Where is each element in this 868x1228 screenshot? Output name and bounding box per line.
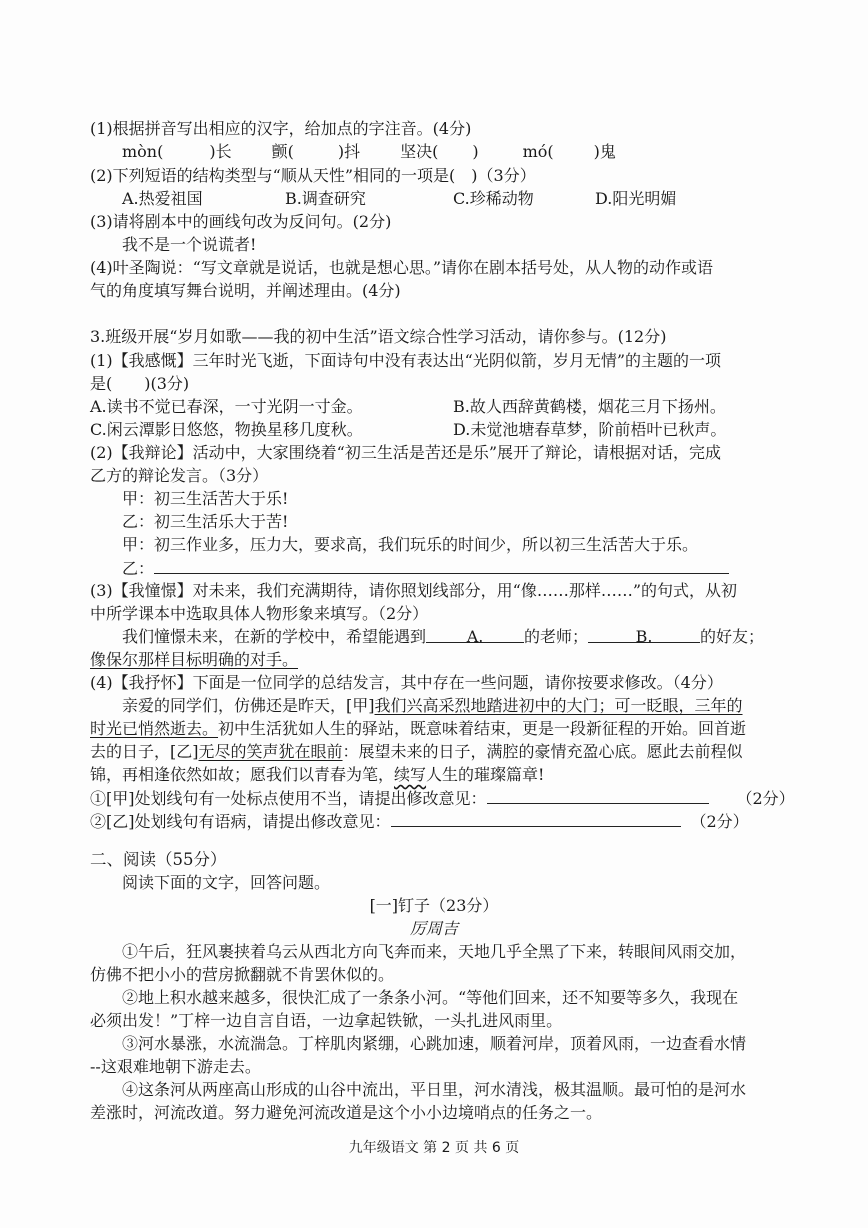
dialogue-yi-2 xyxy=(122,557,729,580)
q3-item-3-line-2: 中所学课本中选取具体人物形象来填写。（2分） xyxy=(90,604,429,623)
dialogue-jia-1: 甲：初三生活苦大于乐! xyxy=(122,489,289,508)
q3-item-4-revision-2 xyxy=(90,810,749,833)
q3-item-3-line-1: (3)【我憧憬】对未来，我们充满期待，请你照划线部分，用“像……那样……”的句式，从初 xyxy=(90,581,738,600)
longing-prefix: 我们憧憬未来，在新的学校中，希望能遇到 xyxy=(122,627,427,646)
q2-item-1-words xyxy=(122,141,616,163)
q2-item-1: (1)根据拼音写出相应的汉字，给加点的字注音。(4分) xyxy=(90,119,472,138)
word-jianjue-close: ) xyxy=(472,142,479,161)
pinyin-mo: mó( xyxy=(522,142,554,161)
q2-item-2-option-b: B.调查研究 xyxy=(285,189,366,208)
q3-title: 3.班级开展“岁月如歌——我的初中生活”语文综合性学习活动，请你参与。(12分) xyxy=(90,327,667,346)
passage-title: [一]钉子（23分） xyxy=(369,896,499,915)
essay-line-4-post: 人生的璀璨篇章! xyxy=(426,765,545,784)
answer-blank-yi[interactable] xyxy=(154,557,729,574)
reading-section-heading: 二、阅读（55分） xyxy=(90,850,227,869)
essay-line-4-pre: 锦，再相逢依然如故；愿我们以青春为笔， xyxy=(90,765,395,784)
dialogue-jia-2: 甲：初三作业多，压力大，要求高，我们玩乐的时间少，所以初三生活苦大于乐。 xyxy=(122,535,699,554)
revision-2-prompt: ②[乙]处划线句有语病，请提出修改意见： xyxy=(90,812,391,831)
q3-item-1-line-1: (1)【我感慨】三年时光飞逝，下面诗句中没有表达出“光阴似箭，岁月无情”的主题的一项 xyxy=(90,351,722,370)
essay-underline-yi: 无尽的笑声犹在眼前 xyxy=(198,742,343,761)
essay-line-3-post: ：展望未来的日子，满腔的豪情充盈心底。愿此去前程似 xyxy=(342,742,743,761)
q3-item-1-option-b: B.故人西辞黄鹤楼，烟花三月下扬州。 xyxy=(453,397,726,416)
q2-item-3: (3)请将剧本中的画线句改为反问句。(2分) xyxy=(90,212,392,231)
essay-line-3-pre: 去的日子，[乙] xyxy=(90,742,199,761)
q2-item-4-line-1: (4)叶圣陶说：“写文章就是说话，也就是想心思。”请你在剧本括号处，从人物的动作或语 xyxy=(90,258,714,277)
longing-mid: 的老师； xyxy=(524,627,589,646)
word-chan: 颤( xyxy=(271,142,294,161)
dialogue-yi-1: 乙：初三生活乐大于苦! xyxy=(122,512,289,531)
essay-line-4 xyxy=(90,764,544,786)
page-footer: 九年级语文 第 2 页 共 6 页 xyxy=(348,1140,520,1156)
word-chang: )长 xyxy=(209,142,232,161)
q2-item-2: (2)下列短语的结构类型与“顺从天性”相同的一项是( )（3分） xyxy=(90,166,536,185)
answer-blank-a[interactable] xyxy=(426,626,524,646)
q3-item-1-option-a: A.读书不觉已春深，一寸光阴一寸金。 xyxy=(90,397,363,416)
q2-item-2-option-a: A.热爱祖国 xyxy=(122,189,203,208)
passage-p1-line-1: ①午后，狂风裹挟着乌云从西北方向飞奔而来，天地几乎全黑了下来，转眼间风雨交加， xyxy=(122,942,747,961)
q3-item-4-revision-1 xyxy=(90,787,795,810)
passage-p3-line-1: ③河水暴涨，水流湍急。丁梓肌肉紧绷，心跳加速，顺着河岸，顶着风雨，一边查看水情 xyxy=(122,1034,747,1053)
passage-p4-line-2: 差涨时，河流改道。努力避免河流改道是这个小小边境哨点的任务之一。 xyxy=(90,1103,603,1122)
q3-item-3-line-3 xyxy=(122,626,764,648)
q3-item-3-model-sentence: 像保尔那样目标明确的对手。 xyxy=(90,650,299,669)
pinyin-man: mòn( xyxy=(122,142,164,161)
answer-blank-revision-1[interactable] xyxy=(487,787,709,804)
essay-wavy-word: 续写 xyxy=(394,765,427,784)
passage-p2-line-2: 必须出发！”丁梓一边自言自语，一边拿起铁锨，一头扎进风雨里。 xyxy=(90,1011,563,1030)
word-gui: )鬼 xyxy=(593,142,616,161)
essay-line-2 xyxy=(90,718,746,740)
q2-item-2-option-d: D.阳光明媚 xyxy=(595,189,677,208)
passage-author: 厉周吉 xyxy=(409,919,458,938)
q2-item-2-option-c: C.珍稀动物 xyxy=(453,189,534,208)
q3-item-1-line-2: 是( )(3分) xyxy=(90,374,190,393)
q3-item-2-line-1: (2)【我辩论】活动中，大家围绕着“初三生活是苦还是乐”展开了辩论，请根据对话，完成 xyxy=(90,443,722,462)
answer-blank-revision-2[interactable] xyxy=(391,810,681,827)
passage-p2-line-1: ②地上积水越来越多，很快汇成了一条条小河。“等他们回来，还不知要等多久，我现在 xyxy=(122,988,739,1007)
reading-instruction: 阅读下面的文字，回答问题。 xyxy=(122,873,331,892)
revision-1-points: （2分） xyxy=(736,789,795,808)
revision-1-prompt: ①[甲]处划线句有一处标点使用不当，请提出修改意见： xyxy=(90,789,487,808)
q2-item-3-sentence: 我不是一个说谎者! xyxy=(122,235,257,254)
essay-line-3 xyxy=(90,741,743,763)
q3-item-4-instruction: (4)【我抒怀】下面是一位同学的总结发言，其中存在一些问题，请你按要求修改。（4分） xyxy=(90,673,723,692)
essay-line-1 xyxy=(122,695,743,717)
q3-item-1-option-c: C.闲云潭影日悠悠，物换星移几度秋。 xyxy=(90,420,363,439)
revision-2-points: （2分） xyxy=(690,812,749,831)
passage-p1-line-2: 仿佛不把小小的营房掀翻就不肯罢休似的。 xyxy=(90,965,395,984)
passage-p4-line-1: ④这条河从两座高山形成的山谷中流出，平日里，河水清浅，极其温顺。最可怕的是河水 xyxy=(122,1080,747,1099)
q3-item-2-line-2: 乙方的辩论发言。（3分） xyxy=(90,466,269,485)
dialogue-yi-2-label: 乙： xyxy=(122,559,155,578)
essay-line-2-post: 初中生活犹如人生的驿站，既意味着结束，更是一段新征程的开始。回首逝 xyxy=(218,719,747,738)
q3-item-1-option-d: D.未觉池塘春草梦，阶前梧叶已秋声。 xyxy=(453,420,727,439)
essay-line-1-pre: 亲爱的同学们，仿佛还是昨天，[甲] xyxy=(122,696,375,715)
q2-item-4-line-2: 气的角度填写舞台说明，并阐述理由。(4分) xyxy=(90,281,401,300)
longing-suffix: 的好友； xyxy=(700,627,765,646)
answer-blank-b[interactable] xyxy=(588,626,700,646)
passage-p3-line-2: --这艰难地朝下游走去。 xyxy=(90,1057,261,1076)
blank-a-label: A. xyxy=(466,627,484,646)
word-dou: )抖 xyxy=(337,142,361,161)
blank-b-label: B. xyxy=(635,627,653,646)
word-jianjue: 坚决( xyxy=(400,142,439,161)
essay-underline-jia: 我们兴高采烈地踏进初中的大门；可一眨眼，三年的 xyxy=(374,696,743,715)
essay-underline-jia-end: 时光已悄然逝去。 xyxy=(90,719,219,738)
